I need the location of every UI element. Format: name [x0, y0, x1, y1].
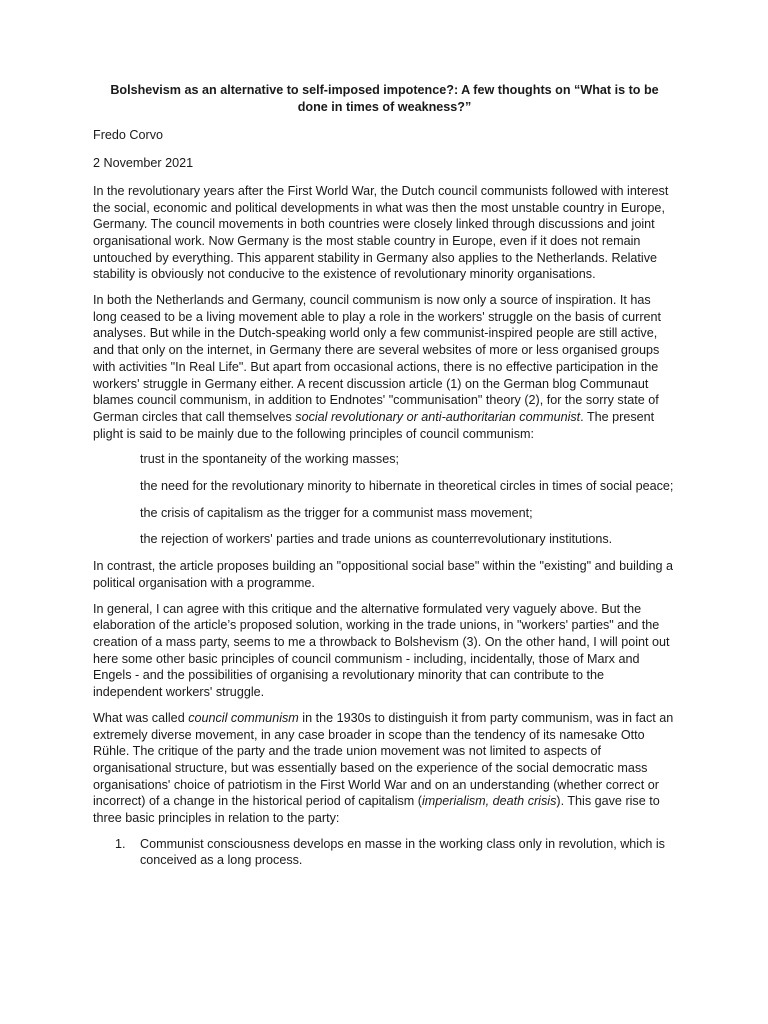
item-number: 1.	[115, 836, 126, 851]
principle-item: the need for the revolutionary minority to hibernate in theoretical circles in times of social peace;	[140, 479, 674, 494]
item-text: Communist consciousness develops en masse in the working class only in revolution, which is conceived as a long process.	[140, 836, 665, 868]
principles-list	[93, 451, 676, 548]
paragraph-4: In general, I can agree with this critique and the alternative formulated very vaguely above. But the elaboration of the article’s proposed solution, working in the trade unions, in "workers' parties" and the creation of a mass party, seems to me a throwback to Bolshevism (3). On the other hand, I will point out here some other basic principles of council communism - including, incidentally, those of Marx and Engels - and the possibilities of organising a revolutionary minority that can contribute to the independent workers' struggle.	[93, 601, 670, 700]
principle-item: the crisis of capitalism as the trigger for a communist mass movement;	[140, 505, 533, 520]
paragraph-5	[93, 710, 676, 827]
paragraph-2-text-b: . The present plight is said to be mainly due to the following principles of council communism:	[93, 409, 655, 441]
paragraph-5-emphasis-1: council communism	[188, 710, 299, 725]
paragraph-2-emphasis: social revolutionary or anti-authoritarian communist	[295, 409, 581, 424]
paragraph-2	[93, 292, 676, 442]
paragraph-5-emphasis-2: imperialism, death crisis	[422, 794, 557, 809]
principle-item: the rejection of workers' parties and trade unions as counterrevolutionary institutions.	[140, 532, 613, 547]
principle-item: trust in the spontaneity of the working masses;	[140, 452, 400, 467]
numbered-item	[93, 836, 676, 869]
document-title: Bolshevism as an alternative to self-imposed impotence?: A few thoughts on “What is to be done in times of weakness?”	[110, 83, 659, 114]
paragraph-3: In contrast, the article proposes building an "oppositional social base" within the "existing" and building a political organisation with a programme.	[93, 559, 674, 590]
date: 2 November 2021	[93, 156, 194, 171]
paragraph-5-text-b: in the 1930s to distinguish it from party communism, was in fact an extremely diverse movement, in any case broader in scope than the tendency of its namesake Otto Rühle. The critique of the party and the trade union movement was not limited to aspects of organisational structure, but was essentially based on the experience of the social democratic mass organisations' choice of patriotism in the First World War and on an understanding (whether correct or incorrect) of a change in the historical period of capitalism (	[93, 710, 674, 809]
paragraph-2-text-a: In both the Netherlands and Germany, council communism is now only a source of inspiration. It has long ceased to be a living movement able to play a role in the workers' struggle on the basis of current analyses. But while in the Dutch-speaking world only a few communist-inspired people are still active, and that only on the internet, in Germany there are several websites of more or less organised groups with activities "In Real Life". But apart from occasional actions, there is no effective participation in the workers' struggle in Germany either. A recent discussion article (1) on the German blog Communaut blames council communism, in addition to Endnotes' "communisation" theory (2), for the sorry state of German circles that call themselves	[93, 293, 662, 424]
paragraph-5-text-a: What was called	[93, 710, 189, 725]
author: Fredo Corvo	[93, 128, 163, 143]
paragraph-5-text-c: ). This gave rise to three basic principles in relation to the party:	[93, 794, 660, 826]
paragraph-1: In the revolutionary years after the First World War, the Dutch council communists followed with interest the social, economic and political developments in what was then the most unstable country in Europe, Germany. The council movements in both countries were closely linked through discussions and joint organisational work. Now Germany is the most stable country in Europe, even if it does not remain untouched by everything. This apparent stability in Germany also applies to the Netherlands. Relative stability is obviously not conducive to the existence of revolutionary minority organisations.	[93, 183, 669, 282]
numbered-list	[93, 836, 676, 869]
